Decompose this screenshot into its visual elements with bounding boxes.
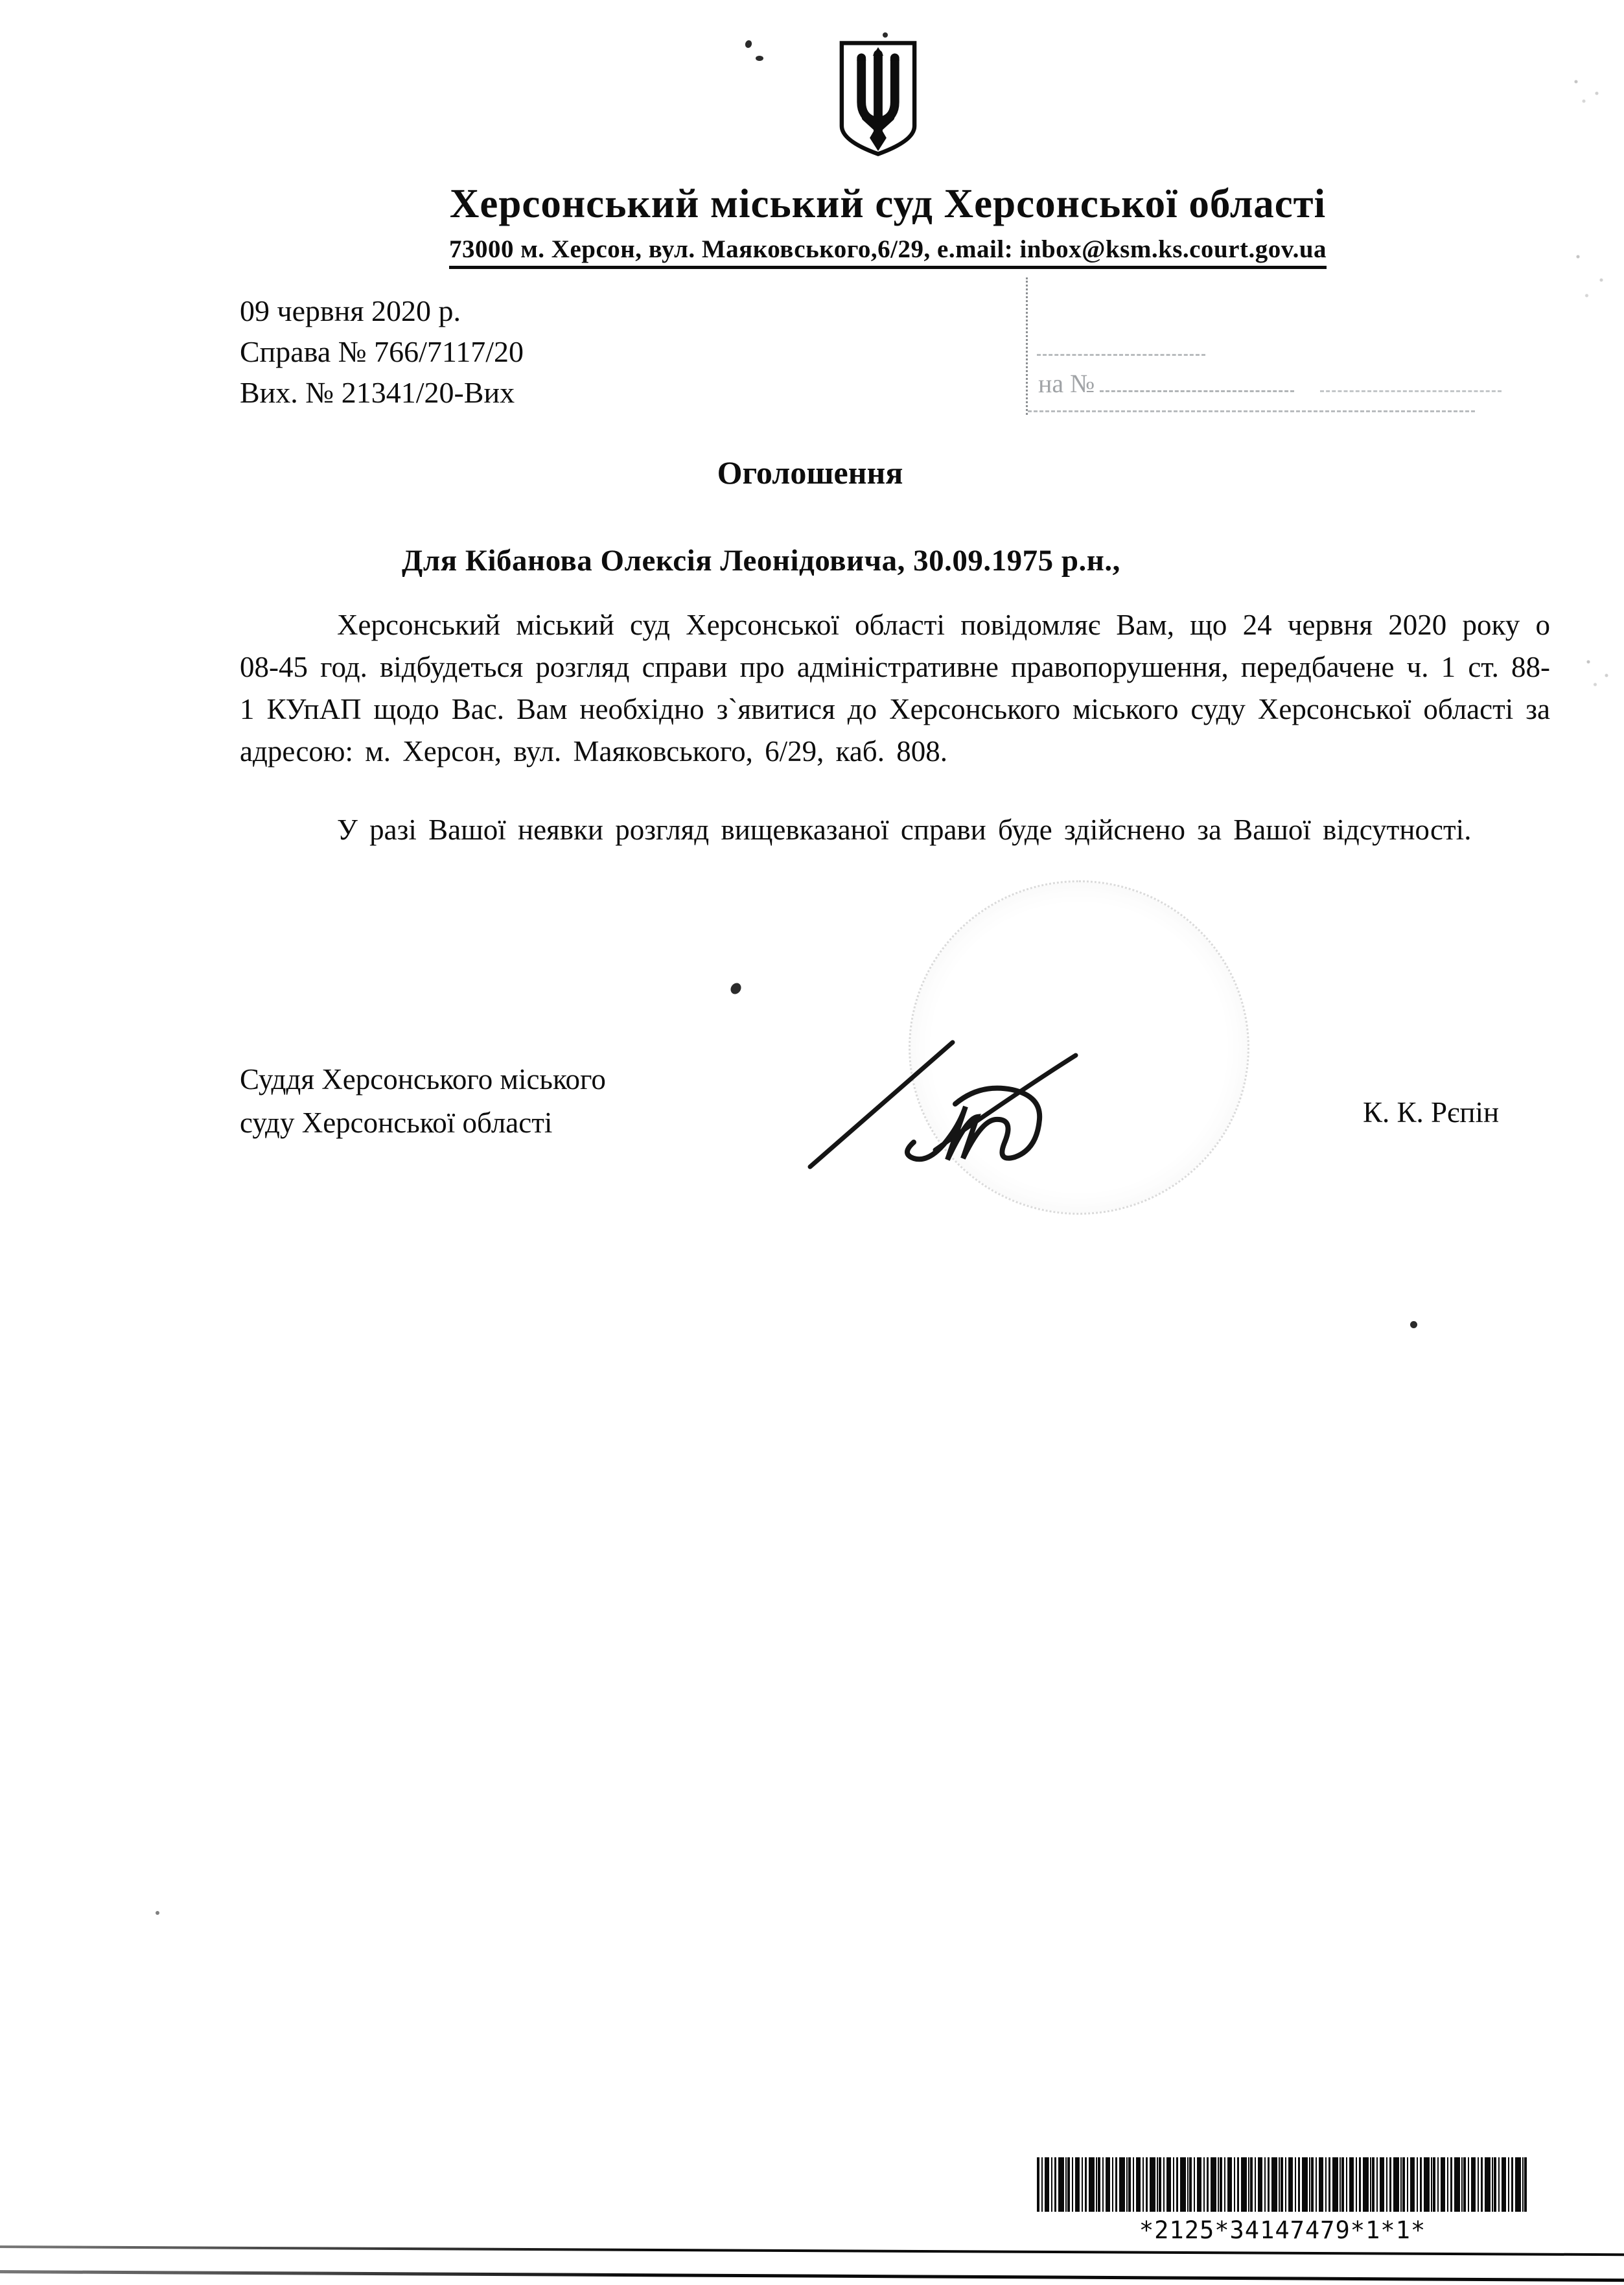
stamp-dashed-line xyxy=(1028,410,1475,412)
signer-name: К. К. Рєпін xyxy=(1363,1096,1500,1129)
body-paragraph-2: У разі Вашої неявки розгляд вищевказаної справи буде здійснено за Вашої відсутності. xyxy=(337,814,1472,846)
handwritten-signature xyxy=(802,983,1152,1184)
court-address-line: 73000 м. Херсон, вул. Маяковського,6/29, e.mail: inbox@ksm.ks.court.gov.ua xyxy=(449,235,1327,269)
court-address-row xyxy=(156,235,1620,269)
signer-role-block xyxy=(240,1058,606,1145)
ukraine-trident-emblem-icon xyxy=(835,39,922,158)
stamp-blank-line xyxy=(1100,390,1294,392)
ink-speck xyxy=(744,40,753,49)
scanner-artifact-line xyxy=(0,2245,1624,2256)
stamp-blank-line xyxy=(1320,390,1502,392)
body-paragraph-1: Херсонський міський суд Херсонської області повідомляє Вам, що 24 червня 2020 року о 08-45 год. відбудеться розгляд справи про адміністративне правопорушення, передбачене ч. 1 ст. 88-1 КУпАП щодо Вас. Вам необхідно з`явитися до Херсонського міського суду Херсонської області за адресою: м. Херсон, вул. Маяковського, 6/29, каб. 808. xyxy=(240,609,1550,768)
signer-role-line-1: Суддя Херсонського міського xyxy=(240,1063,606,1096)
letter-meta-block xyxy=(240,290,524,413)
court-name-title: Херсонський міський суд Херсонської області xyxy=(449,181,1327,226)
ink-speck xyxy=(728,981,743,996)
scan-noise xyxy=(1575,648,1620,694)
stamp-dashed-line xyxy=(1037,354,1205,356)
outgoing-number: Вих. № 21341/20-Вих xyxy=(240,376,515,409)
scanner-artifact-line xyxy=(0,2270,1624,2282)
ink-speck xyxy=(156,1911,159,1915)
letter-date: 09 червня 2020 р. xyxy=(240,294,461,327)
addressee-line: Для Кібанова Олексія Леонідовича, 30.09.1975 р.н., xyxy=(402,544,1120,578)
document-title: Оголошення xyxy=(717,454,903,491)
scan-noise xyxy=(1560,70,1612,109)
incoming-reference-stamp-box xyxy=(1026,277,1481,415)
barcode-icon xyxy=(1037,2157,1528,2212)
ink-speck xyxy=(1410,1321,1417,1328)
barcode-caption: *2125*34147479*1*1* xyxy=(1139,2216,1426,2244)
barcode-block xyxy=(1037,2157,1528,2244)
stamp-reference-label: на № xyxy=(1038,369,1095,398)
scan-noise xyxy=(1560,233,1619,311)
stamp-reference-row xyxy=(1038,368,1502,399)
case-number: Справа № 766/7117/20 xyxy=(240,335,524,368)
ink-speck xyxy=(883,32,888,38)
ink-speck xyxy=(756,56,763,61)
signer-role-line-2: суду Херсонської області xyxy=(240,1107,553,1139)
